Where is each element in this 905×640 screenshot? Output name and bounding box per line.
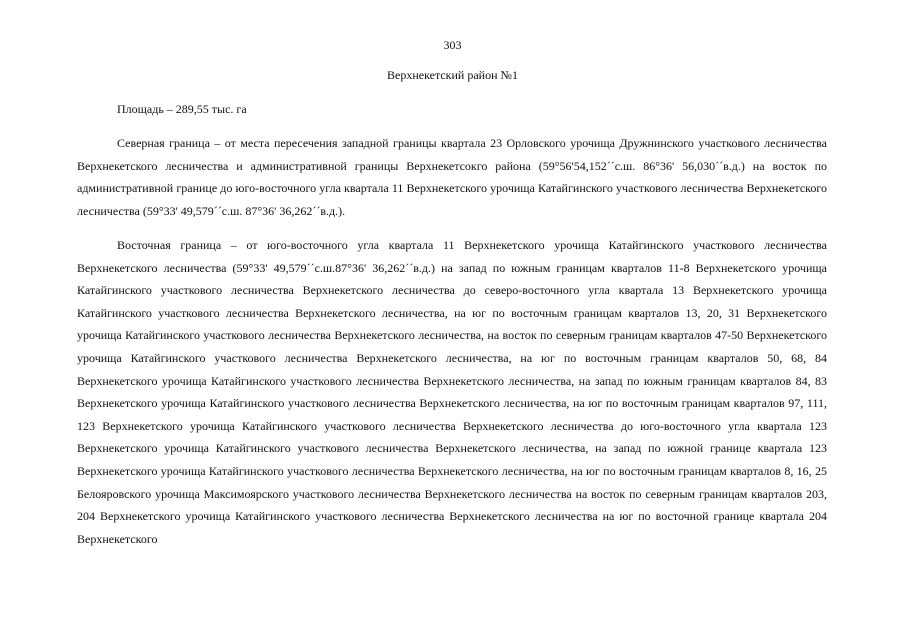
page-number: 303 <box>443 38 462 52</box>
north-border-paragraph: Северная граница – от места пересечения западной границы квартала 23 Орловского урочища Дружнинского участкового лесничества Верхнекетского лесничества и административной границы Верхнекетсокго района (59°56'54,152´´с.ш. 86°36' 56,030´´в.д.) на восток по административной границе до юго-восточного угла квартала 11 Верхнекетского урочища Катайгинского участкового лесничества Верхнекетского лесничества (59°33' 49,579´´с.ш. 87°36' 36,262´´в.д.). <box>77 136 827 218</box>
document-title: Верхнекетский район №1 <box>387 68 518 82</box>
area-line: Площадь – 289,55 тыс. га <box>117 102 247 116</box>
east-border-paragraph: Восточная граница – от юго-восточного угла квартала 11 Верхнекетского урочища Катайгинского участкового лесничества Верхнекетского лесничества (59°33' 49,579´´с.ш.87°36' 36,262´´в.д.) на запад по южным границам кварталов 11-8 Верхнекетского урочища Катайгинского участкового лесничества Верхнекетского лесничества до северо-восточного угла квартала 13 Верхнекетского урочища Катайгинского участкового лесничества Верхнекетского лесничества, на юг по восточным границам кварталов 13, 20, 31 Верхнекетского урочища Катайгинского участкового лесничества Верхнекетского лесничества, на восток по северным границам кварталов 47-50 Верхнекетского урочища Катайгинского участкового лесничества Верхнекетского лесничества, на юг по восточным границам кварталов 50, 68, 84 Верхнекетского урочища Катайгинского участкового лесничества Верхнекетского лесничества, на запад по южным границам кварталов 84, 83 Верхнекетского урочища Катайгинского участкового лесничества Верхнекетского лесничества, на юг по восточным границам кварталов 97, 111, 123 Верхнекетского урочища Катайгинского участкового лесничества Верхнекетского лесничества до юго-восточного угла квартала 123 Верхнекетского урочища Катайгинского участкового лесничества Верхнекетского лесничества, на запад по южной границе квартала 123 Верхнекетского урочища Катайгинского участкового лесничества Верхнекетского лесничества, на юг по восточным границам кварталов 8, 16, 25 Белояровского урочища Максимоярского участкового лесничества Верхнекетского лесничества на восток по северным границам кварталов 203, 204 Верхнекетского урочища Катайгинского участкового лесничества Верхнекетского лесничества на юг по восточной границе квартала 204 Верхнекетского <box>77 238 827 546</box>
